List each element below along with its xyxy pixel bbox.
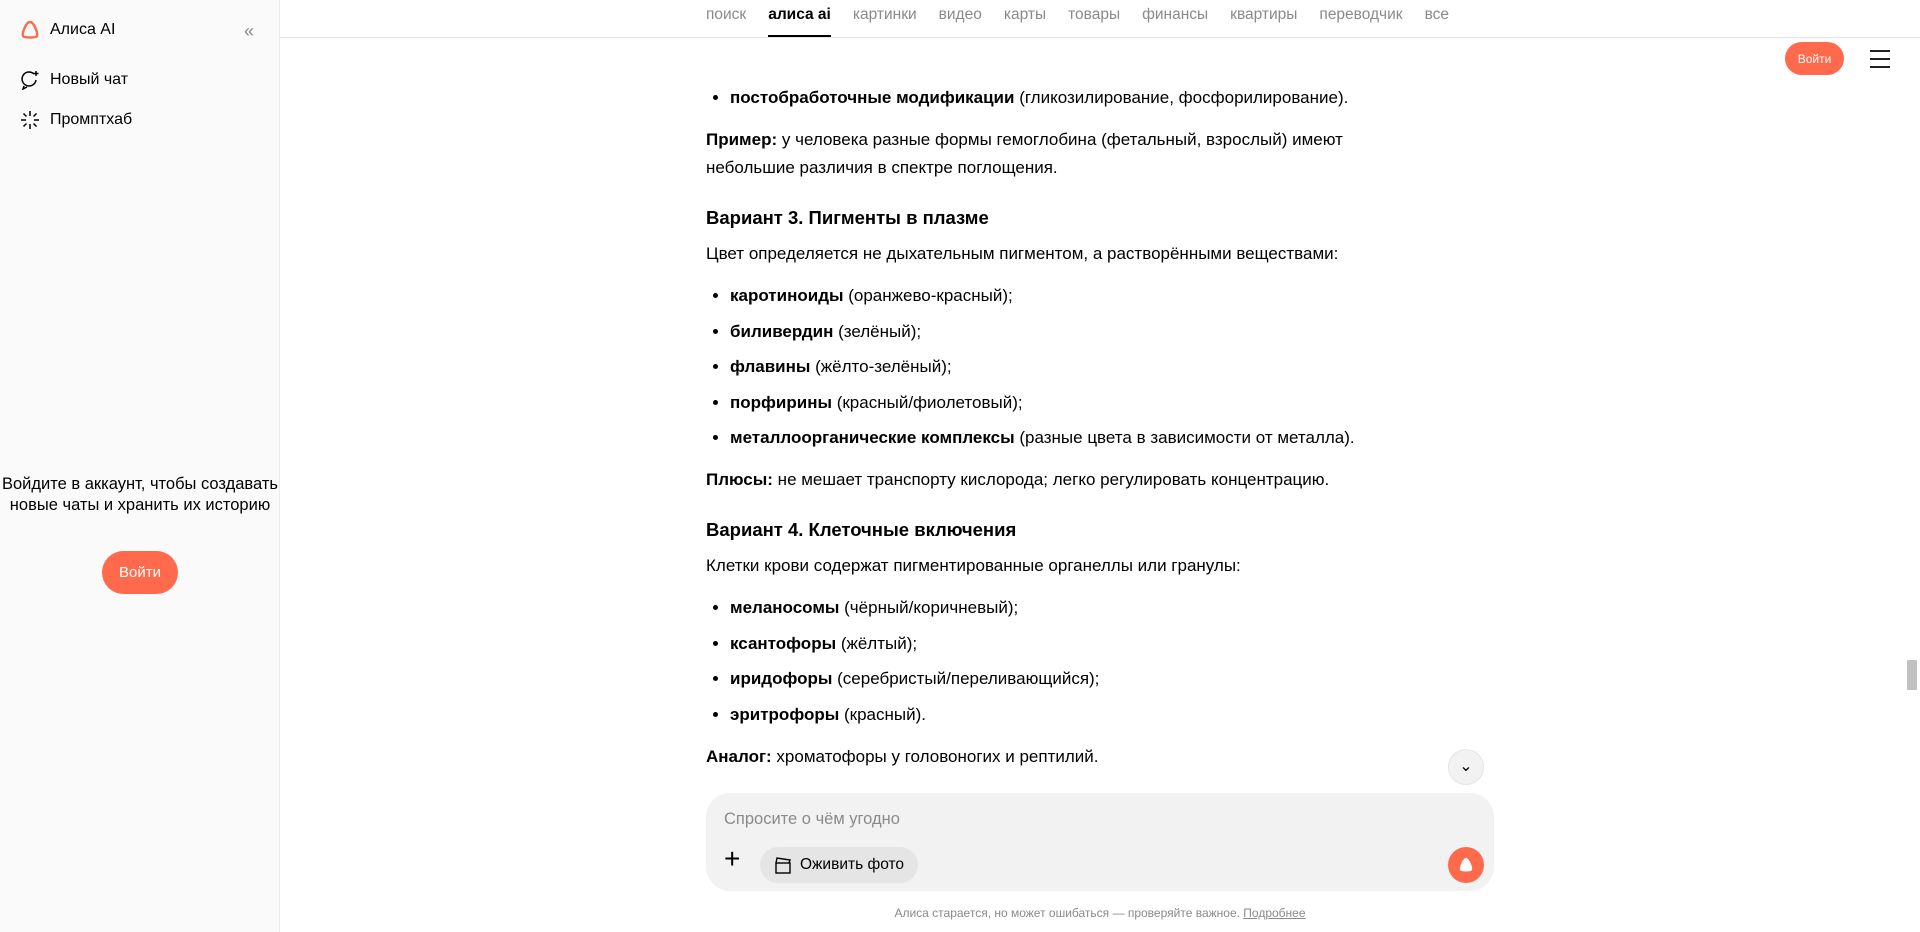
tab-0[interactable]: поиск: [706, 6, 747, 23]
list-item: • ксантофоры (жёлтый);: [730, 630, 1416, 658]
message-input[interactable]: Спросите о чём угодно: [724, 810, 900, 828]
tab-2[interactable]: картинки: [852, 6, 917, 23]
add-icon[interactable]: +: [724, 843, 741, 874]
scrollbar[interactable]: [1906, 84, 1920, 814]
paragraph: Клетки крови содержат пигментированные органеллы или гранулы:: [706, 556, 1241, 575]
tab-5[interactable]: товары: [1068, 6, 1121, 23]
send-button[interactable]: [1448, 847, 1484, 883]
animate-photo-button[interactable]: [760, 847, 918, 883]
list-item: • меланосомы (чёрный/коричневый);: [730, 594, 1416, 622]
disclaimer-text: Алиса старается, но может ошибаться — проверяйте важное.: [894, 906, 1244, 920]
list-item: • иридофоры (серебристый/переливающийся);: [730, 665, 1416, 693]
tab-3[interactable]: видео: [938, 6, 982, 23]
menu-icon[interactable]: [1870, 50, 1890, 74]
sidebar: [0, 0, 280, 932]
sidebar-item-prompthub[interactable]: [20, 110, 132, 130]
clapperboard-icon: [774, 856, 792, 874]
tab-4[interactable]: карты: [1003, 6, 1047, 23]
paragraph: Пример: у человека разные формы гемоглобина (фетальный, взрослый) имеют небольшие различия в спектре поглощения.: [706, 130, 1343, 177]
scroll-down-button[interactable]: ⌄: [1448, 749, 1484, 785]
top-nav: [280, 0, 1920, 38]
section-heading: Вариант 4. Клеточные включения: [706, 519, 1017, 540]
disclaimer: [706, 906, 1494, 920]
paragraph: Плюсы: не мешает транспорту кислорода; легко регулировать концентрацию.: [706, 470, 1330, 489]
sidebar-item-label: Новый чат: [50, 71, 129, 88]
sidebar-login-button[interactable]: Войти: [102, 551, 178, 594]
list-item: • постобработочные модификации (гликозилирование, фосфорилирование).: [730, 84, 1416, 112]
brand-name: Алиса AI: [50, 21, 116, 38]
tab-6[interactable]: финансы: [1142, 6, 1209, 23]
sidebar-item-label: Промптхаб: [50, 111, 133, 128]
tab-9[interactable]: все: [1424, 6, 1450, 23]
sparkle-icon: [20, 110, 40, 130]
brand[interactable]: [20, 20, 115, 40]
collapse-sidebar-icon[interactable]: «: [244, 21, 255, 41]
chat-response: [706, 84, 1416, 785]
more-link[interactable]: Подробнее: [1243, 906, 1306, 920]
paragraph: Цвет определяется не дыхательным пигментом, а растворёнными веществами:: [706, 244, 1339, 263]
list-item: • эритрофоры (красный).: [730, 701, 1416, 729]
tab-7[interactable]: квартиры: [1230, 6, 1298, 23]
new-chat-icon: [20, 70, 40, 90]
section-heading: Вариант 3. Пигменты в плазме: [706, 207, 989, 228]
animate-photo-label: Оживить фото: [800, 856, 905, 873]
list-item: • порфирины (красный/фиолетовый);: [730, 389, 1416, 417]
paragraph: Аналог: хроматофоры у головоногих и рептилий.: [706, 746, 1099, 766]
login-button[interactable]: Войти: [1785, 42, 1844, 75]
list-item: • флавины (жёлто-зелёный);: [730, 353, 1416, 381]
list-item: • каротиноиды (оранжево-красный);: [730, 282, 1416, 310]
tab-1[interactable]: алиса ai: [768, 6, 831, 37]
tab-8[interactable]: переводчик: [1319, 6, 1403, 23]
list-item: • биливердин (зелёный);: [730, 318, 1416, 346]
list-item: • металлоорганические комплексы (разные цвета в зависимости от металла).: [730, 424, 1416, 452]
alice-icon: [1457, 856, 1475, 874]
alice-logo-icon: [20, 20, 40, 40]
scrollbar-thumb[interactable]: [1907, 660, 1917, 690]
composer[interactable]: [706, 793, 1494, 891]
sidebar-item-new-chat[interactable]: [20, 70, 128, 90]
login-hint: Войдите в аккаунт, чтобы создавать новые чаты и хранить их историю: [2, 475, 278, 514]
